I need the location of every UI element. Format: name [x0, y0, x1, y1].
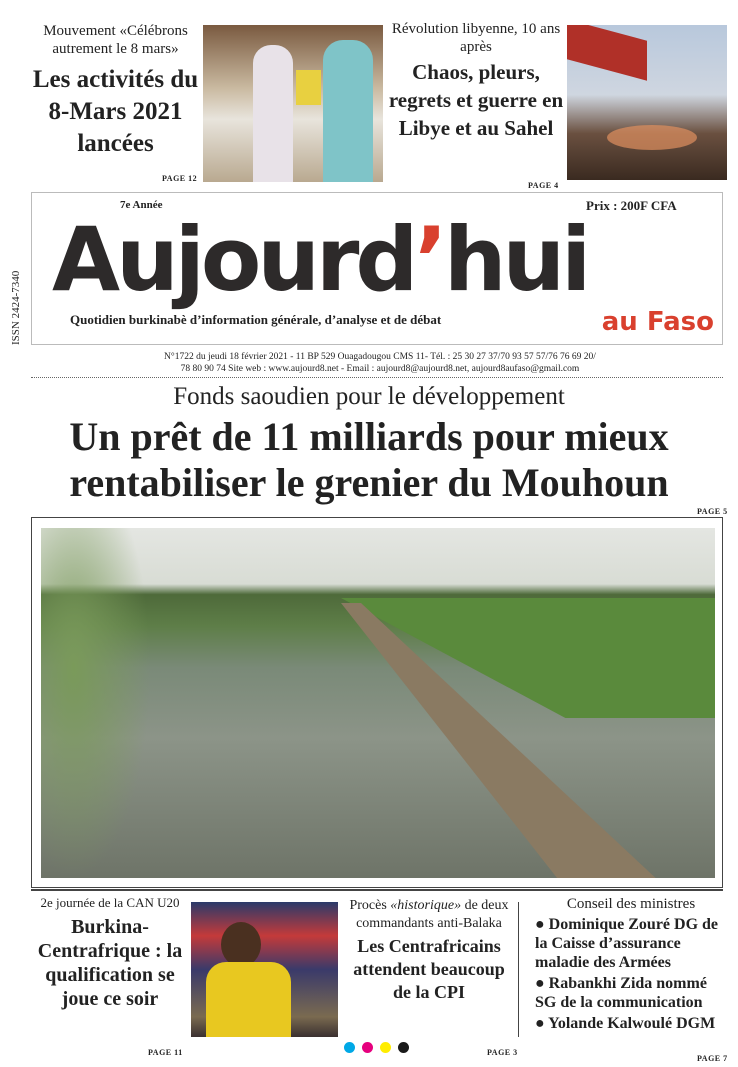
trial-article[interactable] — [344, 897, 514, 1004]
yellow-dot — [380, 1042, 391, 1053]
council-item: ● Rabankhi Zida nommé SG de la communication — [535, 975, 707, 1011]
info-line: N°1722 du jeudi 18 février 2021 - 11 BP 529 Ouagadougou CMS 11- Tél. : 25 30 27 37/70 93 57 57/76 76 69 20/ — [164, 352, 596, 362]
teaser-right[interactable] — [388, 20, 564, 142]
page-ref: PAGE 5 — [697, 507, 728, 516]
teaser-kicker: Mouvement «Célébrons autrement le 8 mars» — [43, 23, 188, 57]
article-kicker: Conseil des ministres — [566, 896, 696, 912]
libya-crowd-photo — [567, 25, 727, 180]
article-headline: Les Centrafricains attendent beaucoup de la CPI — [353, 936, 505, 1002]
price: Prix : 200F CFA — [586, 198, 677, 213]
column-rule — [518, 902, 519, 1037]
article-kicker: Procès «historique» de deux commandants anti-Balaka — [349, 898, 509, 931]
black-dot — [398, 1042, 409, 1053]
lead-kicker: Fonds saoudien pour le développement — [173, 383, 565, 410]
masthead-subtitle: au Faso — [601, 307, 714, 337]
newspaper-logo: Aujourd’hui — [52, 208, 588, 311]
page-ref: PAGE 11 — [148, 1048, 183, 1057]
rice-field-photo — [41, 528, 715, 878]
article-kicker: 2e journée de la CAN U20 — [40, 895, 180, 910]
council-item: ● Yolande Kalwoulé DGM — [535, 1015, 716, 1032]
page-ref: PAGE 4 — [528, 181, 559, 190]
womens-day-photo — [203, 25, 383, 182]
teaser-headline: Chaos, pleurs, regrets et guerre en Libye et au Sahel — [388, 60, 564, 140]
headline-line: rentabiliser le grenier du Mouhoun — [69, 460, 669, 505]
masthead — [31, 192, 723, 345]
page-ref: PAGE 7 — [697, 1054, 728, 1063]
article-headline: Burkina-Centrafrique : la qualification se joue ce soir — [37, 916, 183, 1010]
headline-line: Un prêt de 11 milliards pour mieux — [69, 414, 669, 459]
divider — [31, 377, 723, 378]
teaser-kicker: Révolution libyenne, 10 ans après — [391, 21, 561, 55]
edition-year: 7e Année — [120, 199, 163, 211]
council-item: ● Dominique Zouré DG de la Caisse d’assurance maladie des Armées — [535, 916, 719, 971]
publication-info — [60, 351, 700, 375]
info-line: 78 80 90 74 Site web : www.aujourd8.net - Email : aujourd8@aujourd8.net, aujourd8aufaso@gmail.com — [180, 364, 580, 374]
page-ref: PAGE 3 — [487, 1048, 518, 1057]
divider — [31, 889, 723, 891]
cyan-dot — [344, 1042, 355, 1053]
lead-photo-frame — [31, 517, 723, 888]
teaser-left[interactable] — [28, 22, 203, 160]
council-article[interactable] — [535, 895, 727, 1033]
tagline: Quotidien burkinabè d’information générale, d’analyse et de débat — [70, 312, 442, 327]
press-conference-photo — [191, 902, 338, 1037]
lead-headline[interactable] — [0, 414, 738, 506]
color-registration-marks — [344, 1042, 409, 1053]
sport-article[interactable] — [34, 895, 186, 1011]
issn: ISSN 2424-7340 — [10, 270, 22, 345]
magenta-dot — [362, 1042, 373, 1053]
teaser-headline: Les activités du 8-Mars 2021 lancées — [32, 66, 199, 157]
page-ref: PAGE 12 — [162, 174, 198, 183]
